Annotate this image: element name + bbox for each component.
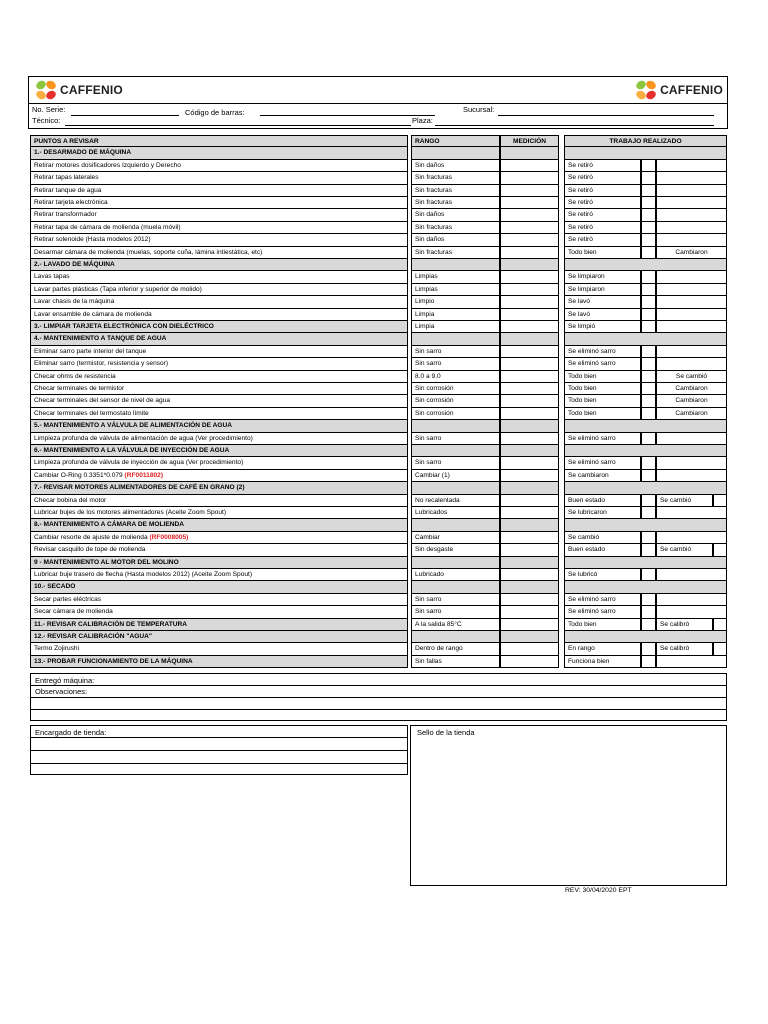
range-cell: Sin sarro <box>411 594 500 606</box>
range-cell: Dentro de rango <box>411 643 500 655</box>
range-cell: Sin fracturas <box>411 247 500 259</box>
work-option-alt <box>656 234 727 246</box>
part-code: (RF0008005) <box>149 533 189 541</box>
item-label: Lavar chasis de la máquina <box>30 296 408 308</box>
item-label: Checar bobina del motor <box>30 495 408 507</box>
range-cell <box>411 581 500 593</box>
range-cell: Sin daños <box>411 234 500 246</box>
measurement-cell[interactable] <box>500 569 559 581</box>
work-checkbox[interactable] <box>641 495 656 507</box>
work-option: Se eliminó sarro <box>564 457 641 469</box>
range-cell: Sin daños <box>411 160 500 172</box>
measurement-cell[interactable] <box>500 346 559 358</box>
range-cell <box>411 519 500 531</box>
work-option-alt <box>656 309 727 321</box>
caffenio-logo-left <box>35 80 123 100</box>
measurement-cell[interactable] <box>500 408 559 420</box>
measurement-cell[interactable] <box>500 495 559 507</box>
work-checkbox[interactable] <box>713 495 727 507</box>
work-option-alt: Se cambió <box>656 495 713 507</box>
measurement-cell[interactable] <box>500 383 559 395</box>
observaciones-label: Observaciones: <box>35 687 88 696</box>
work-option: Se retiró <box>564 172 641 184</box>
measurement-cell[interactable] <box>500 296 559 308</box>
measurement-cell[interactable] <box>500 507 559 519</box>
part-code: (RF0011802) <box>124 471 164 479</box>
range-cell: 8.0 a 9.0 <box>411 371 500 383</box>
range-cell: Sin sarro <box>411 346 500 358</box>
item-label: Lavas tapas <box>30 271 408 283</box>
item-label: 13.- PROBAR FUNCIONAMIENTO DE LA MÁQUINA <box>30 656 408 668</box>
measurement-cell[interactable] <box>500 185 559 197</box>
sucursal-field[interactable] <box>498 115 714 116</box>
item-label: Lavar partes plásticas (Tapa inferior y superior de molido) <box>30 284 408 296</box>
measurement-cell[interactable] <box>500 420 559 432</box>
measurement-cell[interactable] <box>500 147 559 159</box>
work-checkbox[interactable] <box>641 271 656 283</box>
work-option: Todo bien <box>564 408 641 420</box>
work-checkbox[interactable] <box>641 309 656 321</box>
work-option: Buen estado <box>564 544 641 556</box>
work-option: Se eliminó sarro <box>564 358 641 370</box>
work-option-alt <box>656 222 727 234</box>
work-checkbox[interactable] <box>641 321 656 333</box>
range-cell: Sin fracturas <box>411 185 500 197</box>
work-option-alt <box>656 507 727 519</box>
measurement-cell[interactable] <box>500 321 559 333</box>
measurement-cell[interactable] <box>500 209 559 221</box>
item-label <box>30 470 408 482</box>
barcode-field[interactable] <box>260 115 435 116</box>
caffenio-flower-icon <box>635 80 657 100</box>
work-cell <box>564 519 727 531</box>
work-checkbox[interactable] <box>641 594 656 606</box>
work-option: Se lavó <box>564 309 641 321</box>
measurement-cell[interactable] <box>500 197 559 209</box>
measurement-cell[interactable] <box>500 557 559 569</box>
tecnico-label: Técnico: <box>32 116 61 125</box>
work-option-alt <box>656 358 727 370</box>
item-label: 3.- LIMPIAR TARJETA ELECTRÓNICA CON DIELÉCTRICO <box>30 321 408 333</box>
work-checkbox[interactable] <box>641 284 656 296</box>
work-option-alt: Se cambió <box>656 544 713 556</box>
work-option-alt <box>656 346 727 358</box>
work-cell <box>564 557 727 569</box>
measurement-cell[interactable] <box>500 309 559 321</box>
item-label: Retirar tapas laterales <box>30 172 408 184</box>
work-checkbox[interactable] <box>641 470 656 482</box>
work-option-alt: Cambiaron <box>656 395 727 407</box>
measurement-cell[interactable] <box>500 371 559 383</box>
work-option: Se limpiaron <box>564 271 641 283</box>
work-checkbox[interactable] <box>641 371 656 383</box>
revision-label: REV: 30/04/2020 EPT <box>565 887 632 894</box>
work-option-alt: Cambiaron <box>656 247 727 259</box>
work-option: En rango <box>564 643 641 655</box>
range-cell: Cambiar (1) <box>411 470 500 482</box>
work-checkbox[interactable] <box>713 643 727 655</box>
item-label: Lubricar buje trasero de flecha (Hasta modelos 2012) (Aceite Zoom Spout) <box>30 569 408 581</box>
sello-box <box>410 725 727 886</box>
work-option-alt <box>656 172 727 184</box>
item-label: 8.- MANTENIMIENTO A CÁMARA DE MOLIENDA <box>30 519 408 531</box>
work-checkbox[interactable] <box>641 222 656 234</box>
work-option-alt <box>656 209 727 221</box>
work-option-alt: Cambiaron <box>656 383 727 395</box>
work-cell <box>564 147 727 159</box>
range-cell: Sin desgaste <box>411 544 500 556</box>
measurement-cell[interactable] <box>500 271 559 283</box>
work-checkbox[interactable] <box>713 544 727 556</box>
item-label: Secar cámara de molienda <box>30 606 408 618</box>
encargado-box <box>30 725 408 775</box>
work-checkbox[interactable] <box>641 185 656 197</box>
measurement-cell[interactable] <box>500 333 559 345</box>
work-option: Todo bien <box>564 383 641 395</box>
work-option: Se retiró <box>564 185 641 197</box>
work-option: Se cambiaron <box>564 470 641 482</box>
range-cell <box>411 333 500 345</box>
item-label: 7.- REVISAR MOTORES ALIMENTADORES DE CAFÉ EN GRANO (2) <box>30 482 408 494</box>
measurement-cell[interactable] <box>500 643 559 655</box>
work-checkbox[interactable] <box>641 408 656 420</box>
item-label: 12.- REVISAR CALIBRACIÓN "AGUA" <box>30 631 408 643</box>
measurement-cell[interactable] <box>500 532 559 544</box>
work-checkbox[interactable] <box>641 358 656 370</box>
range-cell: Lubricados <box>411 507 500 519</box>
measurement-cell[interactable] <box>500 606 559 618</box>
work-option-alt <box>656 185 727 197</box>
item-label: Eliminar sarro parte interior del tanque <box>30 346 408 358</box>
work-checkbox[interactable] <box>641 160 656 172</box>
range-cell: Sin corrosión <box>411 408 500 420</box>
measurement-cell[interactable] <box>500 234 559 246</box>
work-option: Se retiró <box>564 234 641 246</box>
encargado-label: Encargado de tienda: <box>35 728 107 737</box>
work-option-alt <box>656 532 727 544</box>
range-cell <box>411 420 500 432</box>
work-checkbox[interactable] <box>641 532 656 544</box>
work-checkbox[interactable] <box>641 234 656 246</box>
work-cell <box>564 581 727 593</box>
serie-label: No. Serie: <box>32 105 66 114</box>
measurement-cell[interactable] <box>500 172 559 184</box>
work-cell <box>564 259 727 271</box>
work-option: Todo bien <box>564 395 641 407</box>
work-option-alt <box>656 470 727 482</box>
work-checkbox[interactable] <box>641 247 656 259</box>
work-option: Se cambió <box>564 532 641 544</box>
work-option: Se limpiaron <box>564 284 641 296</box>
work-checkbox[interactable] <box>641 197 656 209</box>
work-checkbox[interactable] <box>641 383 656 395</box>
header-rango: RANGO <box>411 135 500 147</box>
work-option: Buen estado <box>564 495 641 507</box>
item-label: Retirar motores dosificadores Izquierdo y Derecho <box>30 160 408 172</box>
work-option: Se retiró <box>564 209 641 221</box>
work-checkbox[interactable] <box>713 619 727 631</box>
measurement-cell[interactable] <box>500 656 559 668</box>
range-cell <box>411 631 500 643</box>
range-cell: Limpia <box>411 321 500 333</box>
work-checkbox[interactable] <box>641 296 656 308</box>
range-cell <box>411 557 500 569</box>
range-cell: Sin fracturas <box>411 222 500 234</box>
work-checkbox[interactable] <box>641 172 656 184</box>
item-label: 11.- REVISAR CALIBRACIÓN DE TEMPERATURA <box>30 619 408 631</box>
item-label: Revisar casquillo de tope de molienda <box>30 544 408 556</box>
item-label: Checar ohms de resistencia <box>30 371 408 383</box>
range-cell <box>411 259 500 271</box>
item-label: Checar terminales del termostato límite <box>30 408 408 420</box>
work-option: Todo bien <box>564 371 641 383</box>
work-checkbox[interactable] <box>641 544 656 556</box>
work-option-alt <box>656 433 727 445</box>
item-label: Retirar transformador <box>30 209 408 221</box>
work-option: Se retiró <box>564 160 641 172</box>
work-option: Se retiró <box>564 197 641 209</box>
work-option: Se lubricó <box>564 569 641 581</box>
range-cell: No recalentada <box>411 495 500 507</box>
delivery-box <box>30 673 727 721</box>
work-option: Se eliminó sarro <box>564 346 641 358</box>
item-text: Cambiar O-Ring 0.3351*0.079 <box>34 471 123 479</box>
work-option-alt <box>656 656 727 668</box>
item-label: 10.- SECADO <box>30 581 408 593</box>
form-header <box>28 76 728 104</box>
work-option: Todo bien <box>564 247 641 259</box>
measurement-cell[interactable] <box>500 247 559 259</box>
item-label: 9 - MANTENIMIENTO AL MOTOR DEL MOLINO <box>30 557 408 569</box>
header-puntos: PUNTOS A REVISAR <box>30 135 408 147</box>
range-cell: Sin fracturas <box>411 172 500 184</box>
item-label: Checar terminales de termistor <box>30 383 408 395</box>
brand-name: CAFFENIO <box>60 83 123 97</box>
item-label: Retirar tanque de agua <box>30 185 408 197</box>
work-option: Se eliminó sarro <box>564 594 641 606</box>
item-label: Limpieza profunda de válvula de inyección de agua (Ver procedimiento) <box>30 457 408 469</box>
measurement-cell[interactable] <box>500 284 559 296</box>
measurement-cell[interactable] <box>500 619 559 631</box>
serie-field[interactable] <box>71 115 179 116</box>
maintenance-form <box>28 76 728 129</box>
work-cell <box>564 482 727 494</box>
item-label: 4.- MANTENIMIENTO A TANQUE DE AGUA <box>30 333 408 345</box>
measurement-cell[interactable] <box>500 222 559 234</box>
work-checkbox[interactable] <box>641 606 656 618</box>
range-cell: Limpia <box>411 309 500 321</box>
entrego-label: Entregó máquina: <box>35 676 95 685</box>
item-label: Eliminar sarro (termistor, resistencia y sensor) <box>30 358 408 370</box>
caffenio-flower-icon <box>35 80 57 100</box>
range-cell: Sin daños <box>411 209 500 221</box>
item-text: Cambiar resorte de ajuste de molienda <box>34 533 148 541</box>
work-checkbox[interactable] <box>641 433 656 445</box>
measurement-cell[interactable] <box>500 445 559 457</box>
item-label: 2.- LAVADO DE MÁQUINA <box>30 259 408 271</box>
measurement-cell[interactable] <box>500 631 559 643</box>
work-option: Se retiró <box>564 222 641 234</box>
measurement-cell[interactable] <box>500 259 559 271</box>
item-label: Checar terminales del sensor de nivel de agua <box>30 395 408 407</box>
work-checkbox[interactable] <box>641 656 656 668</box>
measurement-cell[interactable] <box>500 482 559 494</box>
barcode-label: Código de barras: <box>185 108 245 117</box>
work-option: Se eliminó sarro <box>564 433 641 445</box>
range-cell: Sin sarro <box>411 457 500 469</box>
item-label: Lubricar bujes de los motores alimentadores (Aceite Zoom Spout) <box>30 507 408 519</box>
work-checkbox[interactable] <box>641 619 656 631</box>
brand-name: CAFFENIO <box>660 83 723 97</box>
plaza-label: Plaza: <box>412 116 433 125</box>
measurement-cell[interactable] <box>500 470 559 482</box>
range-cell: Limpio <box>411 296 500 308</box>
range-cell: Sin fallas <box>411 656 500 668</box>
work-option: Todo bien <box>564 619 641 631</box>
plaza-field[interactable] <box>435 125 714 126</box>
measurement-cell[interactable] <box>500 581 559 593</box>
work-checkbox[interactable] <box>641 507 656 519</box>
range-cell: Sin corrosión <box>411 383 500 395</box>
item-label: 5.- MANTENIMIENTO A VÁLVULA DE ALIMENTACIÓN DE AGUA <box>30 420 408 432</box>
range-cell: Sin sarro <box>411 358 500 370</box>
work-cell <box>564 420 727 432</box>
work-option-alt: Se calibró <box>656 619 713 631</box>
range-cell <box>411 482 500 494</box>
measurement-cell[interactable] <box>500 544 559 556</box>
range-cell <box>411 147 500 159</box>
item-label: Retirar tapa de cámara de molienda (muela móvil) <box>30 222 408 234</box>
work-option-alt <box>656 457 727 469</box>
work-option-alt <box>656 271 727 283</box>
range-cell: Sin sarro <box>411 433 500 445</box>
work-option-alt <box>656 569 727 581</box>
range-cell: Limpias <box>411 271 500 283</box>
range-cell: Sin fracturas <box>411 197 500 209</box>
header-trabajo: TRABAJO REALIZADO <box>564 135 727 147</box>
measurement-cell[interactable] <box>500 433 559 445</box>
work-checkbox[interactable] <box>641 346 656 358</box>
range-cell: Sin corrosión <box>411 395 500 407</box>
work-option-alt <box>656 296 727 308</box>
item-label: Limpieza profunda de válvula de alimentación de agua (Ver procedimiento) <box>30 433 408 445</box>
item-label: Termo Zojirushi <box>30 643 408 655</box>
sucursal-label: Sucursal: <box>463 105 495 114</box>
work-option-alt <box>656 594 727 606</box>
work-option-alt: Cambiaron <box>656 408 727 420</box>
work-option-alt <box>656 284 727 296</box>
work-checkbox[interactable] <box>641 643 656 655</box>
work-checkbox[interactable] <box>641 457 656 469</box>
item-label: 1.- DESARMADO DE MÁQUINA <box>30 147 408 159</box>
work-option-alt: Se calibró <box>656 643 713 655</box>
work-option: Funciona bien <box>564 656 641 668</box>
range-cell: Cambiar <box>411 532 500 544</box>
tecnico-field[interactable] <box>65 125 411 126</box>
range-cell: Sin sarro <box>411 606 500 618</box>
measurement-cell[interactable] <box>500 594 559 606</box>
item-label: Desarmar cámara de molienda (muelas, soporte cuña, lámina intiestática, etc) <box>30 247 408 259</box>
item-label: Secar partes eléctricas <box>30 594 408 606</box>
measurement-cell[interactable] <box>500 160 559 172</box>
header-medicion: MEDICIÓN <box>500 135 559 147</box>
measurement-cell[interactable] <box>500 457 559 469</box>
measurement-cell[interactable] <box>500 358 559 370</box>
work-option-alt <box>656 606 727 618</box>
work-cell <box>564 445 727 457</box>
work-option-alt <box>656 197 727 209</box>
work-checkbox[interactable] <box>641 209 656 221</box>
info-section <box>28 104 728 129</box>
range-cell: A la salida 85°C <box>411 619 500 631</box>
item-label: Retirar tarjeta electrónica <box>30 197 408 209</box>
item-label: Lavar ensamble de cámara de molienda <box>30 309 408 321</box>
sello-label: Sello de la tienda <box>417 728 475 737</box>
work-checkbox[interactable] <box>641 395 656 407</box>
work-option: Se limpió <box>564 321 641 333</box>
range-cell: Lubricado <box>411 569 500 581</box>
item-label: 6.- MANTENIMIENTO A LA VÁLVULA DE INYECCIÓN DE AGUA <box>30 445 408 457</box>
work-option: Se lavó <box>564 296 641 308</box>
item-label: Retirar solenoide (Hasta modelos 2012) <box>30 234 408 246</box>
work-option-alt <box>656 160 727 172</box>
measurement-cell[interactable] <box>500 519 559 531</box>
range-cell <box>411 445 500 457</box>
work-option: Se lubricaron <box>564 507 641 519</box>
work-cell <box>564 333 727 345</box>
item-label <box>30 532 408 544</box>
measurement-cell[interactable] <box>500 395 559 407</box>
work-option: Se eliminó sarro <box>564 606 641 618</box>
work-cell <box>564 631 727 643</box>
work-checkbox[interactable] <box>641 569 656 581</box>
range-cell: Limpias <box>411 284 500 296</box>
work-option-alt <box>656 321 727 333</box>
caffenio-logo-right <box>635 80 723 100</box>
work-option-alt: Se cambió <box>656 371 727 383</box>
